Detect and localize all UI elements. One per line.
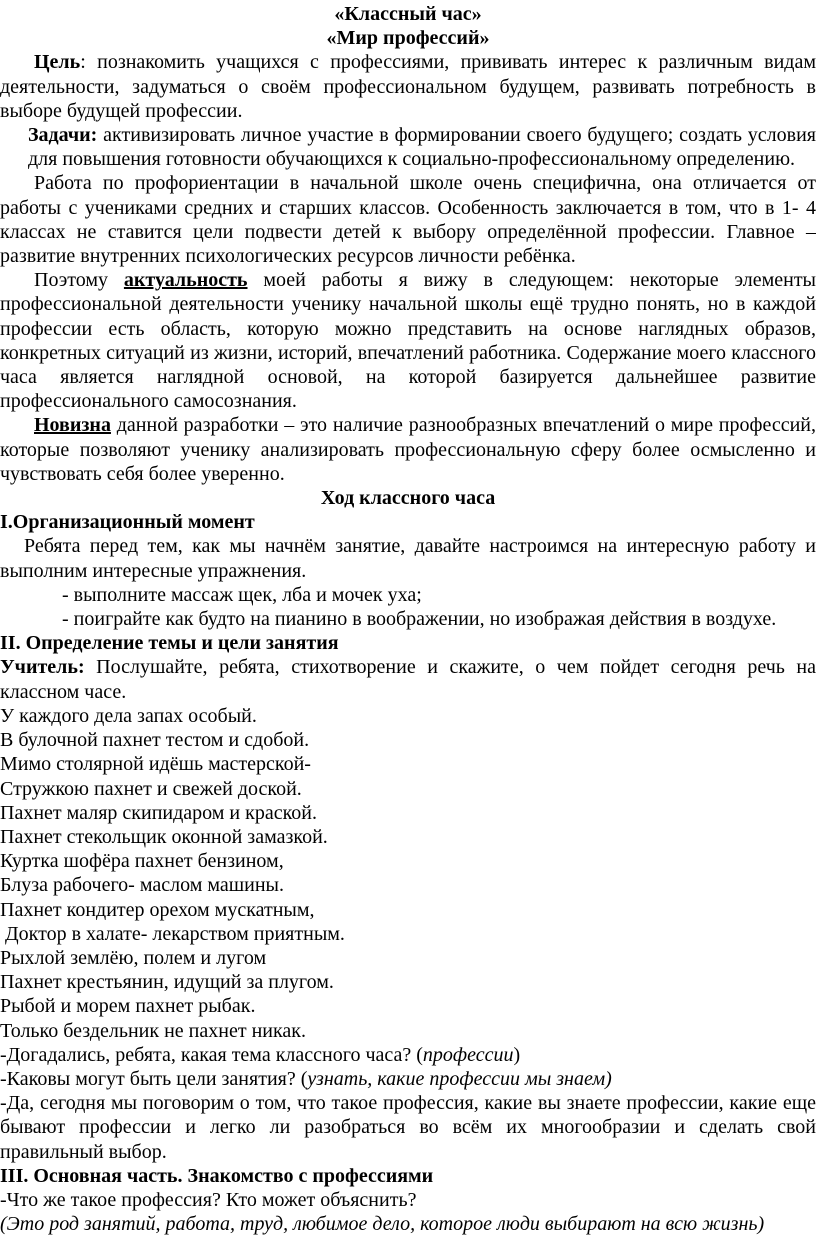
section1-bullet-1: - выполните массаж щек, лба и мочек уха;: [62, 583, 422, 606]
section1-heading: I.Организационный момент: [0, 511, 255, 534]
goal-paragraph: [0, 50, 816, 123]
teacher-summary: -Да, сегодня мы поговорим о том, что такое профессия, какие вы знаете профессии, какие еще бывают профессии и легко ли разобраться во всём их многообразии и сделать свой правильный выбор.: [0, 1092, 816, 1163]
poem-line: Пахнет крестьянин, идущий за плугом.: [0, 971, 334, 994]
novelty-paragraph: [0, 413, 816, 486]
poem: [0, 704, 816, 1043]
teacher-label: Учитель:: [0, 656, 85, 679]
course-heading: Ход классного часа: [320, 487, 496, 510]
poem-line: Куртка шофёра пахнет бензином,: [0, 850, 284, 873]
section3-answer: (Это род занятий, работа, труд, любимое дело, которое люди выбирают на всю жизнь): [0, 1213, 765, 1236]
poem-line: Рыбой и морем пахнет рыбак.: [0, 995, 256, 1018]
relevance-paragraph: [0, 268, 816, 413]
question-goals-text: -Каковы могут быть цели занятия? (: [0, 1067, 308, 1090]
teacher-text: Послушайте, ребята, стихотворение и скажите, о чем пойдет сегодня речь на классном часе.: [0, 656, 816, 703]
section1-text: Ребята перед тем, как мы начнём занятие, давайте настроимся на интересную работу и выполним интересные упражнения.: [0, 535, 816, 582]
novelty-label: Новизна: [34, 414, 111, 437]
question-goals-answer: узнать, какие профессии мы знаем): [307, 1067, 612, 1090]
tasks-label: Задачи:: [28, 124, 98, 147]
section2-heading: II. Определение темы и цели занятия: [0, 632, 339, 655]
poem-line: У каждого дела запах особый.: [0, 704, 257, 727]
poem-line: Стружкою пахнет и свежей доской.: [0, 777, 302, 800]
section3-heading: III. Основная часть. Знакомство с профессиями: [0, 1164, 434, 1187]
question-topic-answer: профессии: [422, 1043, 514, 1066]
question-topic-close: ): [513, 1043, 521, 1066]
tasks-paragraph: [0, 123, 816, 171]
goal-label: Цель: [34, 51, 81, 74]
goal-text: : познакомить учащихся с профессиями, прививать интерес к различным видам деятельности, задуматься о своём профессиональном будущем, развивать потребность в выборе будущей профессии.: [0, 51, 816, 122]
poem-line: Только бездельник не пахнет никак.: [0, 1019, 306, 1042]
section1-bullet-2: - поиграйте как будто на пианино в воображении, но изображая действия в воздухе.: [62, 608, 777, 631]
question-goals: [0, 1067, 816, 1091]
question-topic: [0, 1043, 816, 1067]
tasks-text: активизировать личное участие в формировании своего будущего; создать условия для повышения готовности обучающихся к социально-профессиональному определению.: [28, 124, 816, 171]
question-topic-text: -Догадались, ребята, какая тема классного часа? (: [0, 1043, 423, 1066]
poem-line: Мимо столярной идёшь мастерской-: [0, 753, 311, 776]
document-title: «Классный час»: [334, 3, 482, 25]
poem-line: Пахнет кондитер орехом мускатным,: [0, 898, 315, 921]
novelty-text: данной разработки – это наличие разнообразных впечатлений о мире профессий, которые позволяют ученику анализировать профессиональную сферу более осмысленно и чувствовать себя более уверенно.: [0, 414, 816, 485]
relevance-pre: Поэтому: [34, 269, 124, 292]
relevance-label: актуальность: [123, 269, 248, 292]
document-subtitle: «Мир профессий»: [326, 27, 490, 50]
poem-line: В булочной пахнет тестом и сдобой.: [0, 729, 310, 752]
poem-line: Пахнет стекольщик оконной замазкой.: [0, 825, 328, 848]
poem-line: Блуза рабочего- маслом машины.: [0, 874, 284, 897]
relevance-text: моей работы я вижу в следующем: некоторые элементы профессиональной деятельности ученику начальной школы ещё трудно понять, но в каждой профессии есть область, которую можно представить на основе наглядных образов, конкретных ситуаций из жизни, историй, впечатлений работника. Содержание моего классного часа является наглядной основой, на которой базируется дальнейшее развитие профессионального самосознания.: [0, 269, 816, 413]
poem-line: Пахнет маляр скипидаром и краской.: [0, 801, 318, 824]
teacher-paragraph: [0, 655, 816, 703]
work-paragraph: Работа по профориентации в начальной школе очень специфична, она отличается от работы с учениками средних и старших классов. Особенность заключается в том, что в 1- 4 классах не ставится цели подвести детей к выбору определённой профессии. Главное – развитие внутренних психологических ресурсов личности ребёнка.: [0, 172, 816, 268]
poem-line: Доктор в халате- лекарством приятным.: [0, 922, 345, 945]
section3-question: -Что же такое профессия? Кто может объяснить?: [0, 1188, 417, 1211]
poem-line: Рыхлой землёю, полем и лугом: [0, 946, 267, 969]
